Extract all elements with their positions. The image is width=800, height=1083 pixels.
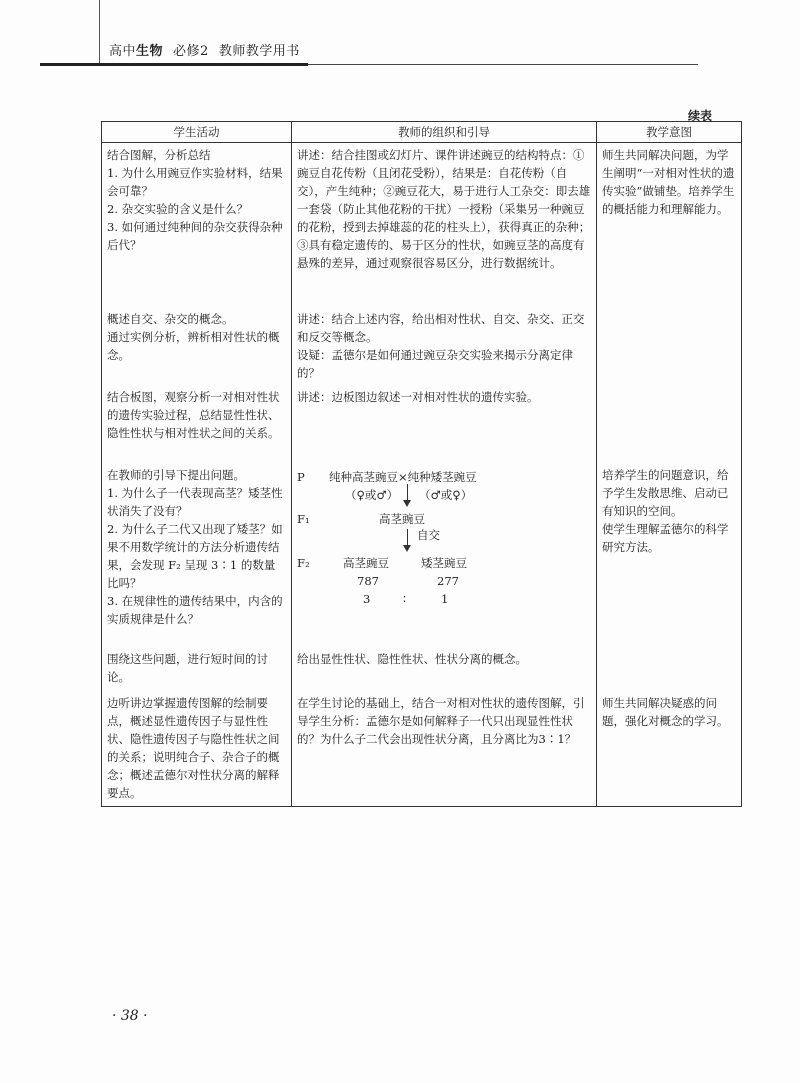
cell-text: 边听讲边掌握遗传图解的绘制要点，概述显性遗传因子与显性性状、隐性遗传因子与隐性性状之间的关系；说明纯合子、杂合子的概念；概述孟德尔对性状分离的解释要点。 [107,695,280,800]
page-number: · 38 · [112,1008,148,1024]
intent-cell [597,385,742,463]
cell-text: 师生共同解决疑惑的问题，强化对概念的学习。 [602,695,729,728]
f2-short: 矮茎豌豆 [421,555,467,570]
parent-sex-left: （♀或♂） [345,487,399,502]
running-header [109,40,300,59]
selfing-arrow-line [407,529,408,545]
header-book: 高中 [109,44,137,59]
header-subject: 生物 [136,44,164,59]
column-header: 教师的组织和引导 [292,122,597,143]
cell-text: 结合图解，分析总结 [107,148,211,162]
header-title: 教师教学用书 [218,44,300,59]
generation-p-label: P [297,469,305,484]
f1-offspring: 高茎豌豆 [379,511,425,526]
cell-text: 讲述：边板图边叙述一对相对性状的遗传实验。 [297,389,539,404]
column-header: 教学意图 [597,122,742,143]
cell-text: 结合板图，观察分析一对相对性状的遗传实验过程，总结显性性状、隐性性状与相对性状之间的关系。 [107,389,280,440]
table-row [102,463,742,647]
ratio-right: 1 [441,591,449,606]
genetic-cross-diagram [297,466,591,644]
cell-text: 讲述：结合上述内容，给出相对性状、自交、杂交、正交和反交等概念。 [297,311,585,344]
header-rule [40,63,308,66]
student-cell [102,385,292,463]
cell-text: 概述自交、杂交的概念。 [107,311,234,326]
cell-text: 1. 为什么子一代表现高茎？矮茎性状消失了没有？ [107,485,283,518]
column-header: 学生活动 [102,122,292,143]
table-row [102,385,742,463]
cross-arrow-head [403,500,411,507]
teacher-cell [292,647,597,691]
intent-cell [597,647,742,691]
student-cell [102,307,292,385]
teacher-cell [292,385,597,463]
intent-cell [597,463,742,647]
student-cell [102,691,292,807]
student-cell [102,647,292,691]
generation-f2-label: F₂ [297,555,310,570]
cell-text: 师生共同解决问题，为学生阐明“一对相对性状的遗传实验”做铺垫。培养学生的概括能力和理解能力。 [602,148,735,216]
parent-sex-right: （♂或♀） [419,487,473,502]
cell-text: 通过实例分析，辨析相对性状的概念。 [107,329,280,362]
cell-text: 在学生讨论的基础上，结合一对相对性状的遗传图解，引导学生分析：孟德尔是如何解释子一代只出现显性性状的？为什么子二代会出现性状分离，且分离比为3∶1？ [297,695,585,746]
cell-text: 1. 为什么用豌豆作实验材料，结果会可靠？ [107,166,283,198]
teacher-cell [292,691,597,807]
cell-text: 设疑：孟德尔是如何通过豌豆杂交实验来揭示分离定律的？ [297,347,573,380]
student-cell [102,463,292,647]
header-volume: 必修2 [173,44,209,59]
f2-tall: 高茎豌豆 [343,555,389,570]
cell-text: 给出显性性状、隐性性状、性状分离的概念。 [297,651,527,666]
table-row [102,647,742,691]
cell-text: 围绕这些问题，进行短时间的讨论。 [107,651,268,684]
teacher-cell [292,307,597,385]
lesson-table [101,121,742,807]
cell-text: 2. 杂交实验的含义是什么？ [107,202,249,216]
count-tall: 787 [357,573,379,588]
generation-f1-label: F₁ [297,511,310,526]
table-row [102,143,742,307]
parent-cross: 纯种高茎豌豆×纯种矮茎豌豆 [329,469,477,484]
continued-label: 续表 [688,109,713,123]
cross-arrow-line [407,484,408,500]
cell-text: 讲述：结合挂图或幻灯片、课件讲述豌豆的结构特点：①豌豆自花传粉（且闭花受粉），结果是：自花传粉（自交），产生纯种；②豌豆花大，易于进行人工杂交：即去雄一套袋（防止其他花粉的干扰）一授粉（采集另一种豌豆的花粉，授到去掉雄蕊的花的柱头上），获得真正的杂种；③具有稳定遗传的、易于区分的性状，如豌豆茎的高度有悬殊的差异，通过观察很容易区分，进行数据统计。 [297,148,591,270]
intent-cell [597,691,742,807]
margin-line [99,0,100,66]
cell-text: 在教师的引导下提出问题。 [107,467,245,482]
table-row [102,307,742,385]
student-cell [102,143,292,307]
cell-text: 2. 为什么子二代又出现了矮茎？如果不用数学统计的方法分析遗传结果，会发现 F₂ 呈现 3∶1 的数量比吗？ [107,521,283,590]
table-row [102,691,742,807]
ratio-colon: ∶ [403,591,406,606]
selfing-arrow-head [403,545,411,552]
cell-text: 3. 在规律性的遗传结果中，内含的实质规律是什么？ [107,593,283,626]
cell-text: 3. 如何通过纯种间的杂交获得杂种后代？ [107,220,283,252]
intent-cell [597,307,742,385]
cell-text: 使学生理解孟德尔的科学研究方法。 [602,521,729,554]
cell-text: 培养学生的问题意识，给予学生发散思维、启动已有知识的空间。 [602,467,729,518]
ratio-left: 3 [363,591,371,606]
header-rule-thin [308,64,698,65]
selfing-label: 自交 [417,527,440,542]
teacher-cell [292,143,597,307]
teacher-cell [292,463,597,647]
count-short: 277 [437,573,459,588]
table-header-row [102,122,742,143]
intent-cell [597,143,742,307]
